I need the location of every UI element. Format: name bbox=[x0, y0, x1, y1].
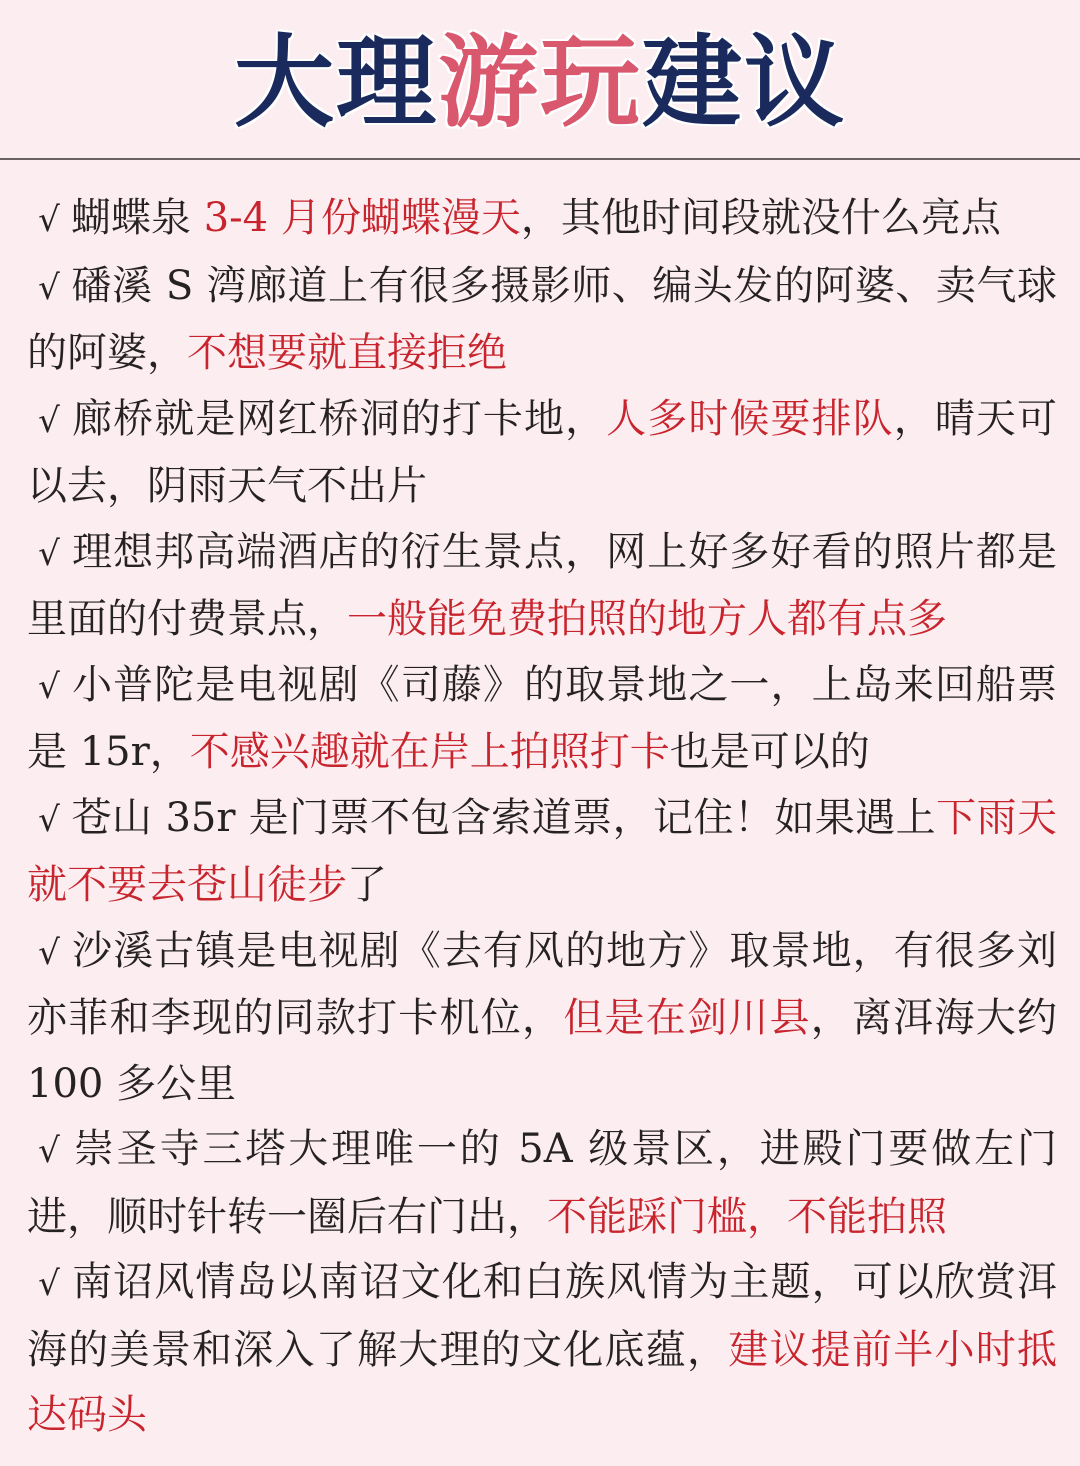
tip-item bbox=[27, 1117, 1057, 1250]
tip-item bbox=[27, 254, 1057, 387]
tip-item bbox=[27, 186, 1057, 254]
page-title bbox=[0, 18, 1080, 148]
tip-text: 苍山 35r 是门票不包含索道票，记住！如果遇上 bbox=[71, 794, 937, 841]
tip-text: ，其他时间段就没什么亮点 bbox=[520, 195, 1001, 241]
tip-text: 理想邦高端酒店的衍生景点，网上好多好看的照片都是里面的付费景点， bbox=[27, 528, 1057, 642]
title-divider bbox=[0, 158, 1080, 160]
tip-text: 磻溪 S 湾廊道上有很多摄影师、编头发的阿婆、卖气球的阿婆， bbox=[27, 262, 1057, 376]
check-icon: √ bbox=[38, 932, 60, 973]
tip-item bbox=[27, 919, 1057, 1118]
tip-item bbox=[27, 1250, 1057, 1449]
check-icon: √ bbox=[38, 533, 60, 574]
tip-highlight: 但是在剑川县 bbox=[563, 995, 811, 1041]
tip-item bbox=[27, 387, 1057, 520]
check-icon: √ bbox=[38, 1264, 60, 1304]
tip-highlight: 下雨天就不要去苍山徒步 bbox=[27, 794, 1058, 908]
tip-highlight: 建议提前半小时抵达码头 bbox=[27, 1326, 1057, 1438]
tip-text: 南诏风情岛以南诏文化和白族风情为主题，可以欣赏洱海的美景和深入了解大理的文化底蕴， bbox=[27, 1259, 1057, 1373]
tip-text: ，晴天可以去，阴雨天气不出片 bbox=[27, 395, 1058, 509]
title-part-3: 建议 bbox=[642, 24, 846, 141]
check-icon: √ bbox=[38, 267, 60, 308]
title-part-2-highlight: 游玩 bbox=[438, 24, 642, 141]
check-icon: √ bbox=[38, 400, 60, 441]
tip-highlight: 人多时候要排队 bbox=[606, 395, 894, 442]
tip-highlight: 不想要就直接拒绝 bbox=[187, 330, 507, 376]
tip-text: 小普陀是电视剧《司藤》的取景地之一，上岛来回船票是 15r， bbox=[27, 661, 1057, 775]
title-part-1: 大理 bbox=[234, 24, 438, 141]
tip-highlight: 一般能免费拍照的地方人都有点多 bbox=[347, 596, 947, 642]
tip-item bbox=[27, 786, 1057, 919]
tips-list bbox=[27, 186, 1057, 1449]
tip-item bbox=[27, 520, 1057, 653]
tip-highlight: 3-4 月份蝴蝶漫天 bbox=[203, 195, 521, 241]
check-icon: √ bbox=[38, 799, 60, 840]
tip-highlight: 不感兴趣就在岸上拍照打卡 bbox=[189, 729, 670, 775]
check-icon: √ bbox=[38, 1131, 60, 1171]
tip-text: ，离洱海大约 100 多公里 bbox=[27, 995, 1057, 1107]
tip-text: 也是可以的 bbox=[669, 729, 870, 775]
tip-text: 了 bbox=[347, 862, 387, 908]
check-icon: √ bbox=[38, 200, 60, 240]
tip-text: 崇圣寺三塔大理唯一的 5A 级景区，进殿门要做左门进，顺时针转一圈后右门出， bbox=[27, 1126, 1057, 1240]
tip-item bbox=[27, 653, 1057, 786]
tip-highlight: 不能踩门槛，不能拍照 bbox=[547, 1193, 947, 1240]
check-icon: √ bbox=[38, 666, 60, 707]
tip-text: 廊桥就是网红桥洞的打卡地， bbox=[71, 395, 607, 442]
tip-text: 沙溪古镇是电视剧《去有风的地方》取景地，有很多刘亦菲和李现的同款打卡机位， bbox=[27, 927, 1057, 1041]
tip-text: 蝴蝶泉 bbox=[71, 195, 204, 241]
